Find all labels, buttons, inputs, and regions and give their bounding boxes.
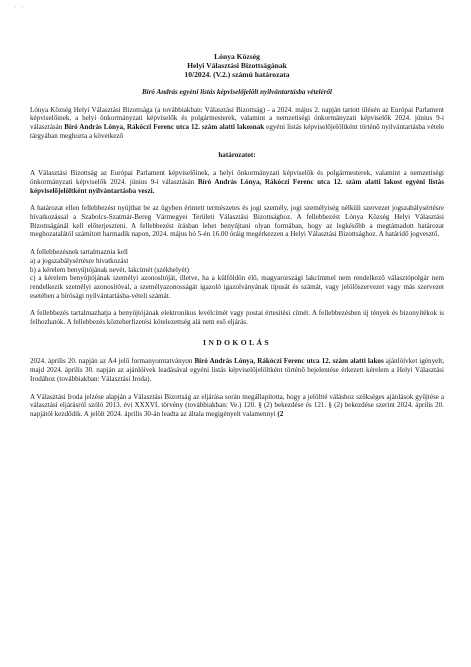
- committee-name: Helyi Választási Bizottságának: [187, 61, 287, 70]
- reason2-text: A Választási Iroda jelzése alapján a Választási Bizottság az eljárása során megállapította, hogy a jelöltté váláshoz szükséges ajánlások gyűjtése a választási eljárásról szóló 2013. évi XXXVI. törvény (továbbiakban: Ve.) 120. § (2) bekezdése és 121. § (2) bekezdése szerint 2024. április 20. napjától kezdődik. A jelölt 2024. április 30-án leadta az általa megigényelt valamennyi: [30, 392, 444, 418]
- scan-artifact: · ·: [14, 5, 26, 11]
- intro-bold-text: Bíró András Lónya, Rákóczi Ferenc utca 12. szám alatti lakosnak: [64, 123, 265, 132]
- resolution-subject: Bíró András egyéni listás képviselőjelölt nyilvántartásba vételéről: [141, 88, 333, 96]
- decision-bold-text: Bíró András Lónya, Rákóczi Ferenc utca 12. szám alatti lakost egyéni listás képviselőjelöltként nyilvántartásba veszi.: [30, 177, 444, 195]
- reason2-bold: (2: [277, 409, 284, 418]
- reason1-bold: Bíró András Lónya, Rákóczi Ferenc utca 12. szám alatti lakos: [194, 357, 384, 366]
- appeal-content-item-b: b) a kérelem benyújtójának nevét, lakcímét (székhelyét): [30, 265, 189, 274]
- optional-content-paragraph: A fellebbezés tartalmazhatja a benyújtójának elektronikus levélcímét vagy postai értesítési címét. A fellebbezésben új tények és bizonyítékok is felhozhatók. A fellebbezés közteherfizetési kötelezettség alá nem eső eljárás.: [30, 309, 444, 327]
- intro-end-text: egyéni listás képviselőjelöltként történő nyilvántartásba vétele tárgyában meghozta a következő: [30, 123, 444, 140]
- decision-title: határozatot:: [218, 150, 256, 159]
- appeal-content-intro: A fellebbezésnek tartalmaznia kell: [30, 248, 128, 257]
- reason1-text-a: 2024. április 20. napján az A4 jelű formanyomtatványon: [30, 357, 195, 366]
- municipality-name: Lónya Község: [214, 52, 260, 61]
- appeal-content-item-a: a) a jogszabálysértésre hivatkozást: [30, 256, 129, 265]
- reasoning-title: INDOKOLÁS: [202, 337, 271, 347]
- intro-text: Lónya Község Helyi Választási Bizottsága (a továbbiakban: Választási Bizottság) - a 2024. május 2. napján tartott ülésén az Európai Parlament képviselőinek, a helyi önkormányzati képviselők és polgármesterek, valamint a nemzetiségi önkormányzati képviselők 2024. június 9-i választásán: [30, 105, 444, 132]
- reason1-text-b: ajánlóívket igényelt, majd 2024. április 30. napján az ajánlóívek leadásával egyéni listás képviselőjelöltként történő bejelentése érkezett kérelem a Helyi Választási Irodához (továbbiakban: Választási Iroda).: [30, 357, 445, 383]
- appeal-content-item-c: c) a kérelem benyújtójának személyi azonosítóját, illetve, ha a külföldön élő, magyarországi lakcímmel nem rendelkező választópolgár nem rendelkezik személyi azonosítóval, a személyazonosságát igazoló igazolványának típusát és számát, vagy jelölőszervezet vagy más szervezet esetében a bírósági nyilvántartásba-vételi számát.: [30, 274, 444, 300]
- decision-paragraph: [30, 169, 444, 195]
- appeal-paragraph: A határozat ellen fellebbezést nyújthat be az ügyben érintett természetes és jogi személy, jogi személyiség nélküli szervezet jogszabálysértésre hivatkozással a Szabolcs-Szatmár-Bereg Vármegyei Területi Választási Bizottsághoz. A fellebbezést Lónya Község Helyi Választási Bizottságánál kell előterjeszteni. A fellebbezést írásban lehet benyújtani olyan formában, hogy az legkésőbb a megtámadott határozat meghozatalától számított harmadik napon, 2024. május hó 5-én 16.00 óráig megérkezzen a Helyi Választási Bizottsághoz. A határidő jogvesztő.: [30, 204, 444, 239]
- intro-paragraph: [30, 106, 444, 141]
- reasoning-paragraph-1: [30, 357, 444, 383]
- reasoning-paragraph-2: [30, 393, 444, 419]
- decision-text: A Választási Bizottság az Európai Parlament képviselőinek, a helyi önkormányzati képviselők és polgármesterek, valamint a nemzetiségi önkormányzati képviselők 2024. június 9-i választásán: [30, 169, 444, 186]
- resolution-body: [30, 52, 444, 419]
- document-header: [30, 52, 444, 79]
- resolution-number: 10/2024. (V.2.) számú határozata: [184, 70, 290, 79]
